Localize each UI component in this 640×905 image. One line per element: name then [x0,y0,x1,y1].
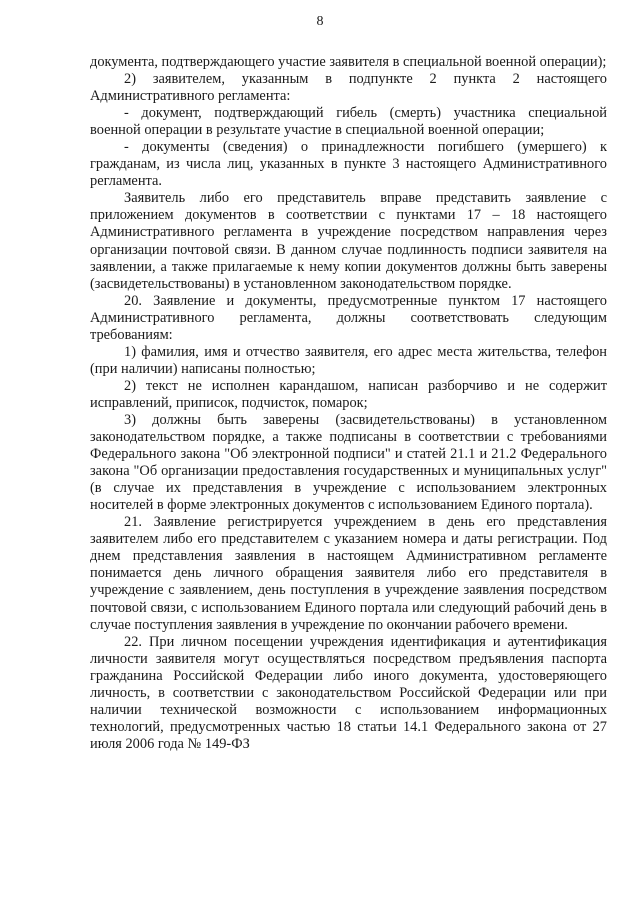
paragraph: 2) текст не исполнен карандашом, написан разборчиво и не содержит исправлений, приписок, подчисток, помарок; [90,377,607,411]
paragraph: Заявитель либо его представитель вправе представить заявление с приложением документов в соответствии с пунктами 17 – 18 настоящего Административного регламента в учреждение посредством направления через организации почтовой связи. В данном случае подлинность подписи заявителя на заявлении, а также прилагаемые к нему копии документов должны быть заверены (засвидетельствованы) в установленном законодательством порядке. [90,190,607,292]
paragraph: 3) должны быть заверены (засвидетельствованы) в установленном законодательством порядке, а также подписаны в соответствии с требованиями Федерального закона "Об электронной подписи" и статей 21.1 и 21.2 Федерального закона "Об организации предоставления государственных и муниципальных услуг" (в случае их представления в учреждение с использованием электронных носителей в форме электронных документов с использованием Единого портала). [90,411,607,514]
paragraph: 1) фамилия, имя и отчество заявителя, его адрес места жительства, телефон (при наличии) написаны полностью; [90,343,607,377]
paragraph: - документы (сведения) о принадлежности погибшего (умершего) к гражданам, из числа лиц, указанных в пункте 3 настоящего Административного регламента. [90,139,607,190]
page-number: 8 [316,14,324,29]
paragraph: документа, подтверждающего участие заявителя в специальной военной операции); [90,54,607,70]
document-body [90,54,607,753]
paragraph: 22. При личном посещении учреждения идентификация и аутентификация личности заявителя могут осуществляться посредством предъявления паспорта гражданина Российской Федерации либо иного документа, удостоверяющего личность, в соответствии с законодательством Российской Федерации или при наличии технической возможности с использованием информационных технологий, предусмотренных частью 18 статьи 14.1 Федерального закона от 27 июля 2006 года № 149-ФЗ [90,633,607,752]
paragraph: 21. Заявление регистрируется учреждением в день его представления заявителем либо его представителем с указанием номера и даты регистрации. Под днем представления заявления в настоящем Административном регламенте понимается день личного обращения заявителя либо его представителя в учреждение с заявлением, день поступления в учреждение заявления посредством почтовой связи, с использованием Единого портала или следующий рабочий день в случае поступления заявления в учреждение по окончании рабочего времени. [90,514,607,633]
paragraph: 20. Заявление и документы, предусмотренные пунктом 17 настоящего Административного регламента, должны соответствовать следующим требованиям: [90,292,607,343]
paragraph: - документ, подтверждающий гибель (смерть) участника специальной военной операции в результате участие в специальной военной операции; [90,105,607,139]
paragraph: 2) заявителем, указанным в подпункте 2 пункта 2 настоящего Административного регламента: [90,71,607,105]
